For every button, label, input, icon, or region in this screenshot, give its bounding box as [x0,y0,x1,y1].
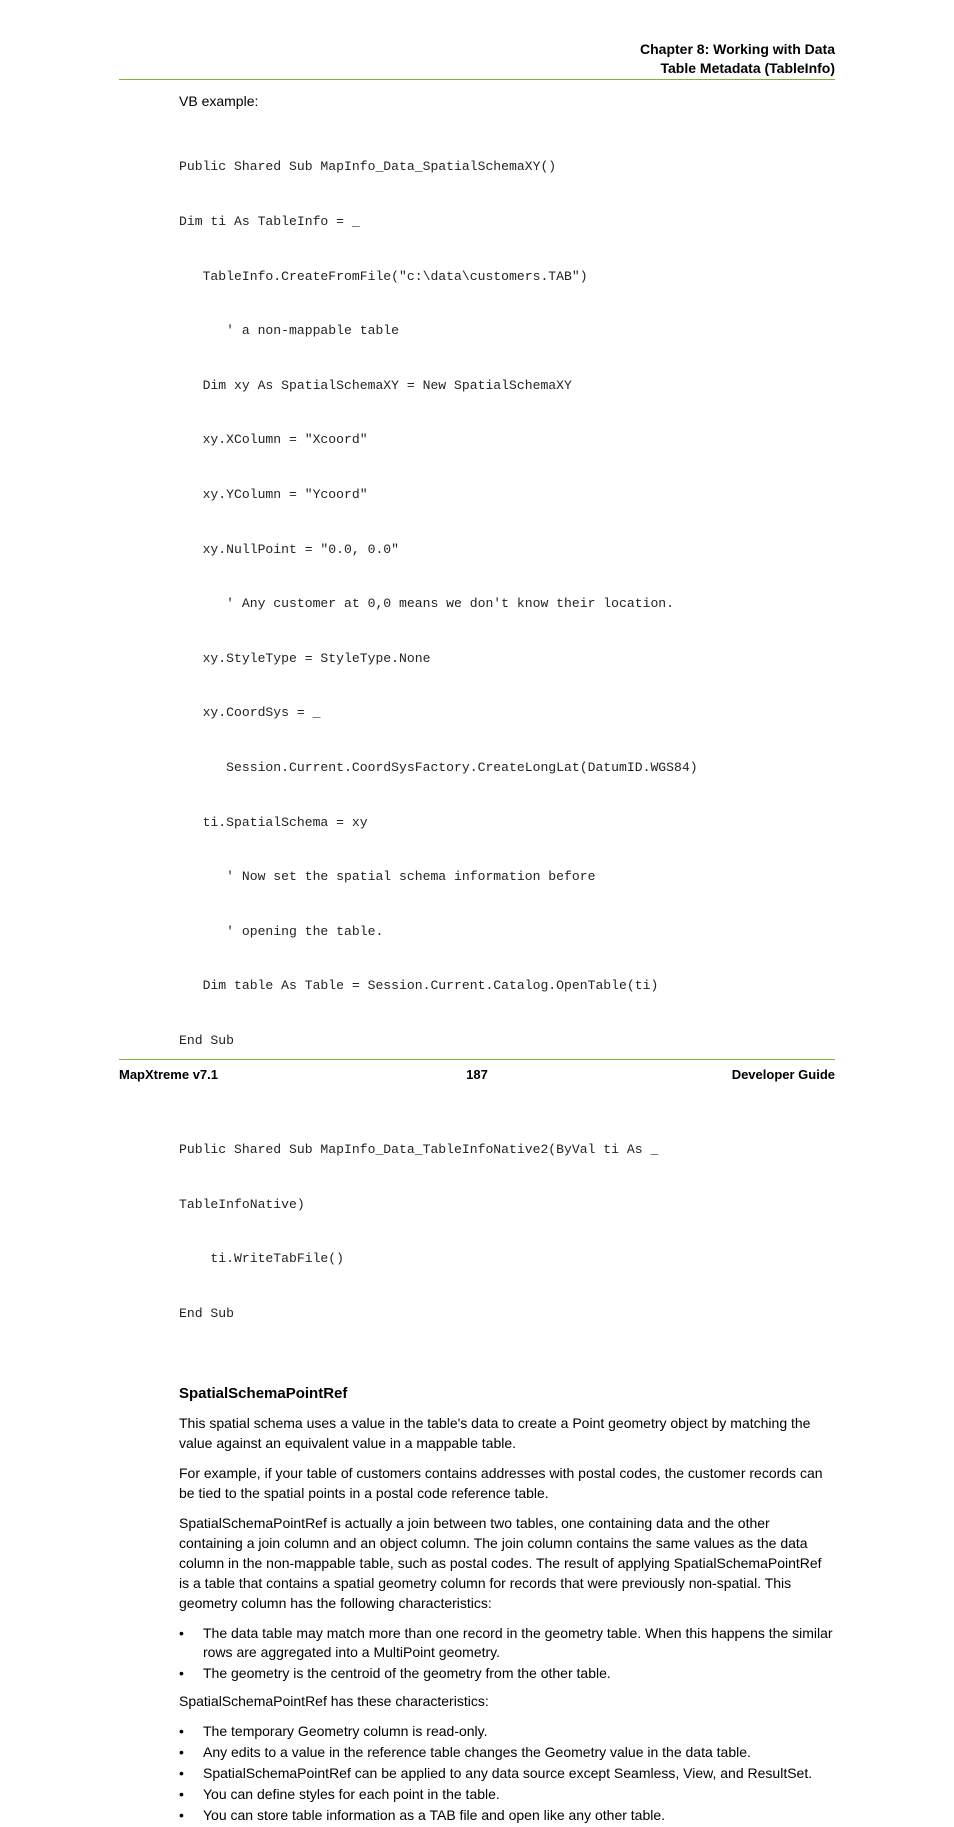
code-line: ' Any customer at 0,0 means we don't know their location. [179,596,675,612]
code-line: ' a non-mappable table [179,323,400,339]
code-line: xy.XColumn = "Xcoord" [179,432,368,448]
paragraph: SpatialSchemaPointRef is actually a join between two tables, one containing data and the other containing a join column and an object column. The join column contains the same values as the data column in the non-mappable table, such as postal codes. The result of applying SpatialSchemaPointRef is a table that contains a spatial geometry column for records that were previously non-spatial. This geometry column has the following characteristics: [179,1515,822,1612]
code-line: End Sub [179,1305,235,1321]
list-item-text: Any edits to a value in the reference table changes the Geometry value in the data table. [203,1744,751,1761]
code-line: xy.NullPoint = "0.0, 0.0" [179,541,400,557]
code-line: xy.YColumn = "Ycoord" [179,486,368,502]
bullet-marker: • [179,1765,184,1782]
list-item-text: The data table may match more than one record in the geometry table. When this happens the similar rows are aggregated into a MultiPoint geometry. [203,1625,833,1660]
header-rule [119,79,835,80]
list-item-text: The temporary Geometry column is read-only. [203,1723,488,1740]
code-line: ti.SpatialSchema = xy [179,814,368,830]
vb-example-label: VB example: [179,93,259,109]
bullet-marker: • [179,1664,184,1681]
list-item [179,1785,835,1804]
code-line: Public Shared Sub MapInfo_Data_SpatialSchemaXY() [179,159,557,175]
running-header [640,40,835,78]
section-heading: SpatialSchemaPointRef [179,1385,348,1403]
code-line [179,1087,835,1105]
code-line: ' opening the table. [179,923,384,939]
footer-rule [119,1059,835,1060]
list-item [179,1664,835,1683]
bullet-marker: • [179,1723,184,1740]
list-item-text: The geometry is the centroid of the geometry from the other table. [203,1664,611,1681]
list-item [179,1764,835,1783]
code-line: xy.CoordSys = _ [179,705,321,721]
paragraph: This spatial schema uses a value in the table's data to create a Point geometry object by matching the value against an equivalent value in a mappable table. [179,1415,811,1452]
code-line: ' Now set the spatial schema information before [179,869,596,885]
bullet-marker: • [179,1786,184,1803]
chapter-title: Chapter 8: Working with Data [640,41,835,57]
section-title-header: Table Metadata (TableInfo) [660,60,835,76]
page-number: 187 [466,1067,488,1082]
bullet-list [179,1624,835,1682]
bullet-marker: • [179,1625,184,1642]
bullet-list [179,1722,835,1825]
list-item [179,1806,835,1825]
code-line: Dim xy As SpatialSchemaXY = New SpatialSchemaXY [179,377,572,393]
code-line: Session.Current.CoordSysFactory.CreateLongLat(DatumID.WGS84) [179,759,698,775]
code-line: Dim ti As TableInfo = _ [179,214,360,229]
code-line: Public Shared Sub MapInfo_Data_TableInfoNative2(ByVal ti As _ [179,1142,659,1158]
code-line: ti.WriteTabFile() [179,1251,345,1267]
code-line: TableInfo.CreateFromFile("c:\data\customers.TAB") [179,268,588,284]
code-line: TableInfoNative) [179,1196,305,1212]
list-item-text: You can store table information as a TAB file and open like any other table. [203,1807,666,1824]
bullet-marker: • [179,1744,184,1761]
list-item [179,1722,835,1741]
footer-guide-title: Developer Guide [731,1067,835,1082]
code-line: Dim table As Table = Session.Current.Catalog.OpenTable(ti) [179,978,659,994]
list-item [179,1743,835,1762]
code-block [179,122,835,1359]
list-item-text: You can define styles for each point in the table. [203,1786,500,1803]
main-content [179,92,835,1827]
paragraph: SpatialSchemaPointRef has these characteristics: [179,1693,489,1710]
list-item [179,1624,835,1661]
paragraph: For example, if your table of customers contains addresses with postal codes, the customer records can be tied to the spatial points in a postal code reference table. [179,1465,823,1502]
footer-product: MapXtreme v7.1 [119,1067,218,1082]
code-line: End Sub [179,1032,235,1048]
list-item-text: SpatialSchemaPointRef can be applied to any data source except Seamless, View, and ResultSet. [203,1765,813,1782]
code-line: xy.StyleType = StyleType.None [179,650,431,666]
bullet-marker: • [179,1807,184,1824]
